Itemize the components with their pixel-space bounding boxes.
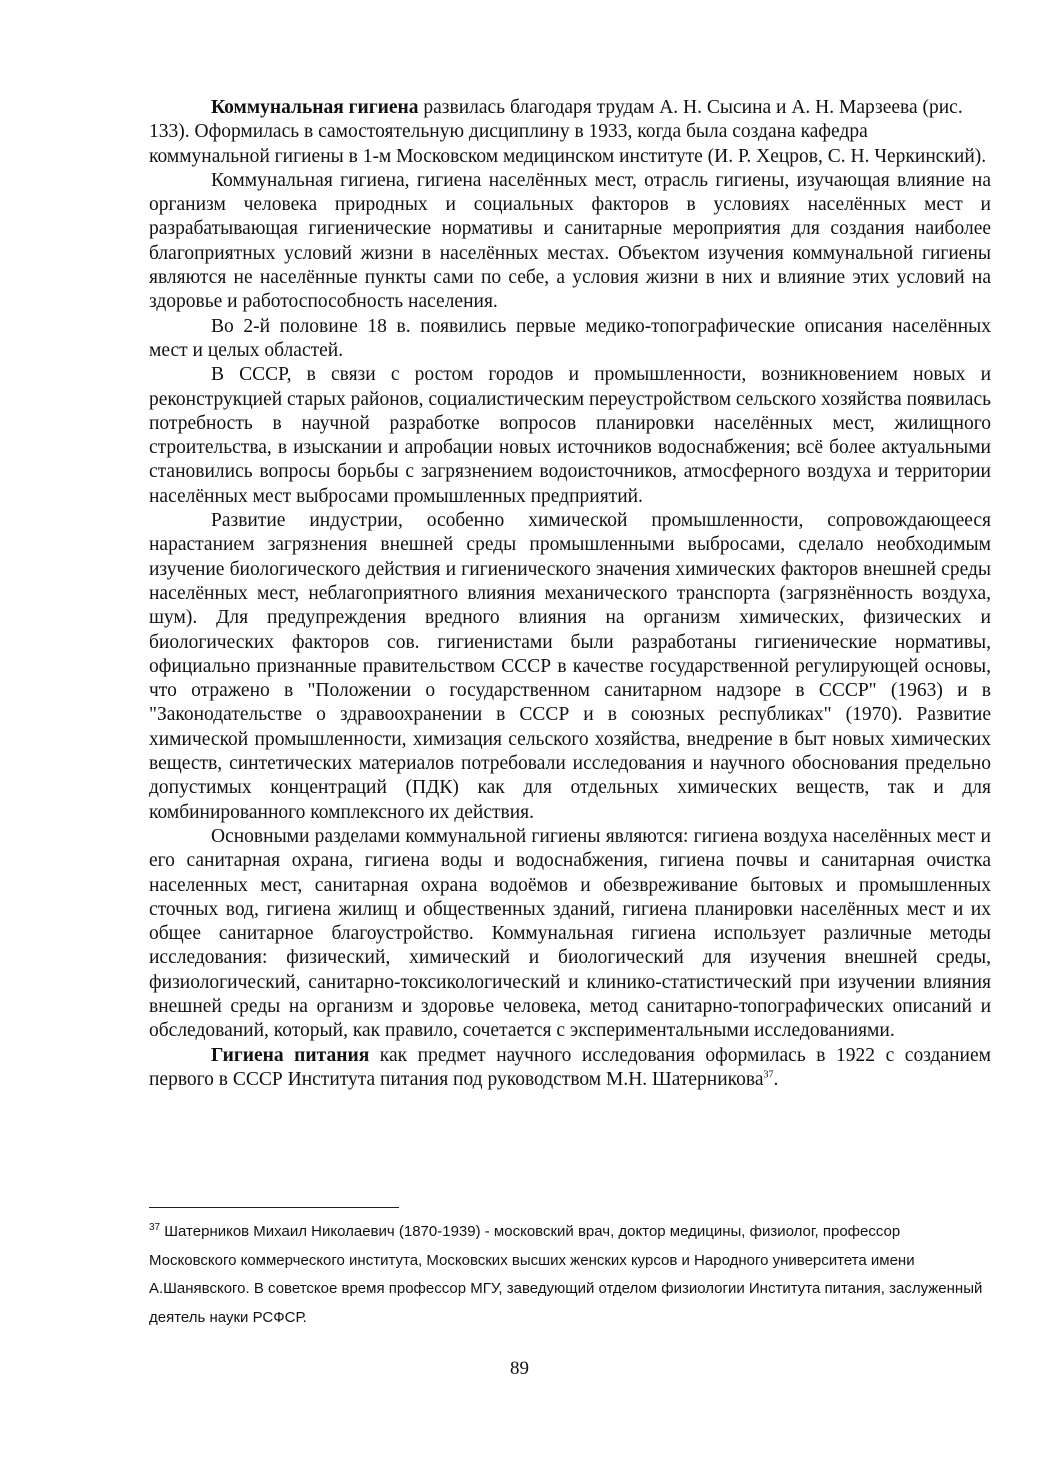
paragraph-text: Коммунальная гигиена, гигиена населённых мест, отрасль гигиены, изучающая влияние на организм человека природных и социальных факторов в условиях населённых мест и разрабатывающая гигиенические нормативы и санитарные мероприятия для создания наиболее благоприятных условий жизни в населённых местах. Объектом изучения коммунальной гигиены являются не населённые пункты сами по себе, а условия жизни в них и влияние этих условий на здоровье и работоспособность населения. [149, 169, 991, 313]
paragraph-text: развилась благодаря трудам А. Н. Сысина и А. Н. Марзеева (рис. 133). Оформилась в самостоятельную дисциплину в 1933, когда была создана кафедра коммунальной гигиены в 1-м Московском медицинском институте (И. Р. Хецров, С. Н. Черкинский). [149, 97, 987, 167]
paragraph-18th-century [149, 315, 991, 364]
footnote [149, 1218, 991, 1332]
paragraph-ussr [149, 363, 991, 509]
footnote-text: Шатерников Михаил Николаевич (1870-1939) - московский врач, доктор медицины, физиолог, профессор Московского коммерческого института, Московских высших женских курсов и Народного университета имени А.Шанявского. В советское время профессор МГУ, заведующий отделом физиологии Института питания, заслуженный деятель науки РСФСР. [149, 1223, 983, 1326]
paragraph-text: Основными разделами коммунальной гигиены являются: гигиена воздуха населённых мест и его санитарная охрана, гигиена воды и водоснабжения, гигиена почвы и санитарная очистка населенных мест, санитарная охрана водоёмов и обезвреживание бытовых и промышленных сточных вод, гигиена жилищ и общественных зданий, гигиена планировки населённых мест и их общее санитарное благоустройство. Коммунальная гигиена использует различные методы исследования: физический, химический и биологический для изучения внешней среды, физиологический, санитарно-токсикологический и клинико-статистический при изучении влияния внешней среды на организм и здоровье человека, метод санитарно-топографических описаний и обследований, который, как правило, сочетается с экспериментальными исследованиями. [149, 825, 991, 1042]
paragraph-nutrition-hygiene [149, 1044, 991, 1093]
paragraph-industry [149, 509, 991, 825]
paragraph-text: Во 2-й половине 18 в. появились первые медико-топографические описания населённых мест и целых областей. [149, 315, 991, 361]
page-number: 89 [510, 1358, 529, 1379]
paragraph-text: как предмет научного исследования оформилась в 1922 с созданием первого в СССР Института питания под руководством М.Н. Шатерникова [149, 1044, 991, 1090]
term-nutrition-hygiene: Гигиена питания [211, 1044, 370, 1066]
paragraph-definition [149, 169, 991, 315]
page-body [149, 96, 991, 1092]
paragraph-sections [149, 825, 991, 1044]
footnote-reference[interactable]: 37 [763, 1069, 774, 1081]
footnote-separator [149, 1207, 399, 1208]
paragraph-text: Развитие индустрии, особенно химической промышленности, сопровождающееся нарастанием загрязнения внешней среды промышленными выбросами, сделало необходимым изучение биологического действия и гигиенического значения химических факторов внешней среды населённых мест, неблагоприятного влияния механического транспорта (загрязнённость воздуха, шум). Для предупреждения вредного влияния на организм химических, физических и биологических факторов сов. гигиенистами были разработаны гигиенические нормативы, официально признанные правительством СССР в качестве государственной регулирующей основы, что отражено в "Положении о государственном санитарном надзоре в СССР" (1963) и в "Законодательстве о здравоохранении в СССР и в союзных республиках" (1970). Развитие химической промышленности, химизация сельского хозяйства, внедрение в быт новых химических веществ, синтетических материалов потребовали исследования и научного обоснования предельно допустимых концентраций (ПДК) как для отдельных химических веществ, так и для комбинированного комплексного их действия. [149, 510, 991, 823]
paragraph-communal-hygiene-intro [149, 96, 991, 169]
footnote-marker: 37 [149, 1222, 161, 1233]
term-communal-hygiene: Коммунальная гигиена [211, 97, 419, 118]
paragraph-text: В СССР, в связи с ростом городов и промышленности, возникновением новых и реконструкцией старых районов, социалистическим переустройством сельского хозяйства появилась потребность в научной разработке вопросов планировки населённых мест, жилищного строительства, в изыскании и апробации новых источников водоснабжения; всё более актуальными становились вопросы борьбы с загрязнением водоисточников, атмосферного воздуха и территории населённых мест выбросами промышленных предприятий. [149, 364, 991, 507]
paragraph-end: . [773, 1068, 779, 1090]
